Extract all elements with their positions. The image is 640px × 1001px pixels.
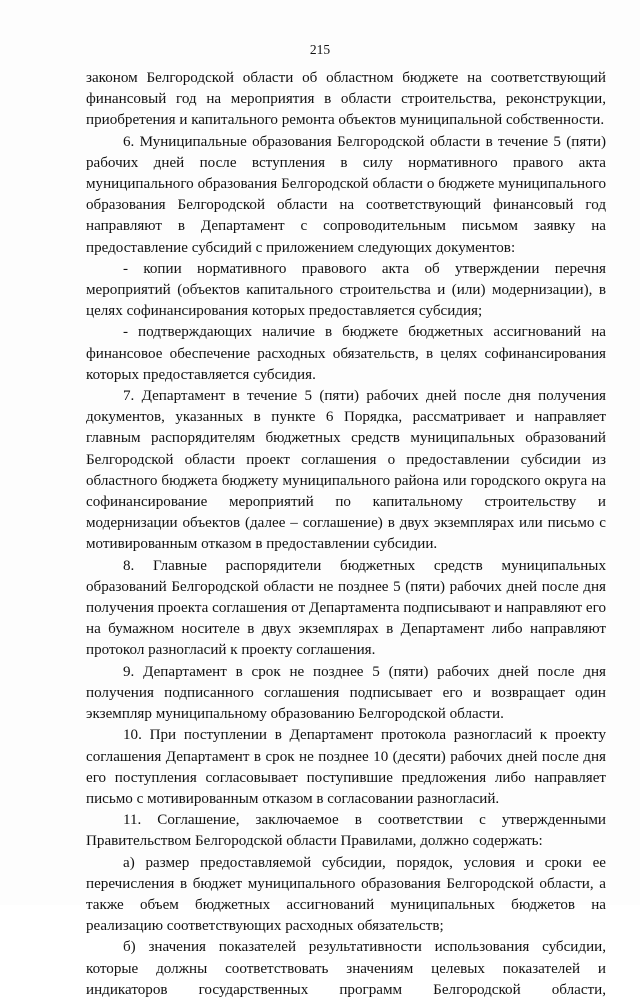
paragraph-dash-confirming: - подтверждающих наличие в бюджете бюджетных ассигнований на финансовое обеспечение расходных обязательств, в целях софинансирования которых предоставляется субсидия. — [86, 324, 606, 383]
paragraph-dash-copies: - копии нормативного правового акта об утверждении перечня мероприятий (объектов капитального строительства и (или) модернизации), в целях софинансирования которых предоставляется субсидия; — [86, 260, 606, 320]
paragraph-item-10: 10. При поступлении в Департамент протокола разногласий к проекту соглашения Департамент в срок не позднее 10 (десяти) рабочих дней после дня его поступления согласовывает поступившие предложения либо направляет письмо с мотивированным отказом в согласовании разногласий. — [86, 727, 606, 807]
paragraph-subitem-a: а) размер предоставляемой субсидии, порядок, условия и сроки ее перечисления в бюджет муниципального образования Белгородской области, а также объем бюджетных ассигнований муниципальных бюджетов на реализацию соответствующих расходных обязательств; — [86, 854, 606, 935]
paragraph-continuation: законом Белгородской области об областном бюджете на соответствующий финансовый год на мероприятия в области строительства, реконструкции, приобретения и капитального ремонта объектов муниципальной собственности. — [86, 70, 606, 129]
paragraph-item-7: 7. Департамент в течение 5 (пяти) рабочих дней после дня получения документов, указанных в пункте 6 Порядка, рассматривает и направляет главным распорядителям бюджетных средств муниципальных образований Белгородской области проект соглашения о предоставлении субсидии из областного бюджета бюджету муниципального района или городского округа на софинансирование мероприятий по капитальному строительству и модернизации объектов (далее – соглашение) в двух экземплярах или письмо с мотивированным отказом в предоставлении субсидии. — [86, 388, 606, 553]
paragraph-item-11: 11. Соглашение, заключаемое в соответствии с утвержденными Правительством Белгородской области Правилами, должно содержать: — [86, 812, 606, 850]
paragraph-item-6: 6. Муниципальные образования Белгородской области в течение 5 (пяти) рабочих дней после вступления в силу нормативного правого акта муниципального образования Белгородской области о бюджете муниципального образования Белгородской области на соответствующий финансовый год направляют в Департамент с сопроводительным письмом заявку на предоставление субсидий с приложением следующих документов: — [86, 133, 606, 256]
paragraph-item-8: 8. Главные распорядители бюджетных средств муниципальных образований Белгородской области не позднее 5 (пяти) рабочих дней после дня получения проекта соглашения от Департамента подписывают и направляют его на бумажном носителе в двух экземплярах в Департамент либо направляют протокол разногласий к проекту соглашения. — [86, 557, 606, 659]
paragraph-item-9: 9. Департамент в срок не позднее 5 (пяти) рабочих дней после дня получения подписанного соглашения подписывает его и возвращает один экземпляр муниципальному образованию Белгородской области. — [86, 663, 606, 723]
document-body — [86, 68, 606, 1001]
page-number: 215 — [309, 42, 331, 57]
paragraph-subitem-b: б) значения показателей результативности использования субсидии, которые должны соответствовать значениям целевых показателей и индикаторов государственных программ Белгородской области, — [86, 939, 606, 998]
